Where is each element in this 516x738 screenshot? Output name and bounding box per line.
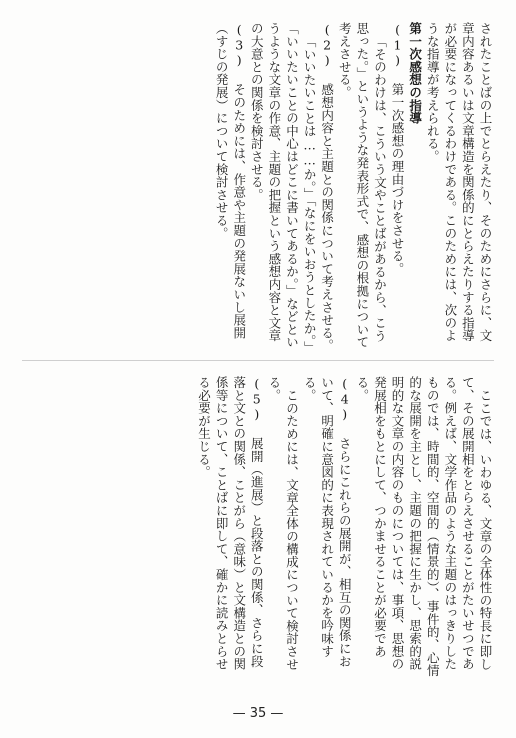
list-item: (5) 展開（進展）と段落との関係、さらに段落と文との関係、ことがら（意味）と文構造との関係等について、ことばに即して、確かに読みとらせる必要が生じる。	[196, 376, 265, 671]
upper-text-block	[24, 22, 494, 354]
paragraph: このためには、文章全体の構成について検討させる。	[266, 376, 300, 671]
column-divider	[22, 360, 494, 361]
list-item: (2) 感想内容と主題との関係について考えさせる。	[319, 22, 335, 352]
list-item: (1) 第一次感想の理由づけをさせる。	[390, 22, 406, 276]
list-item: (4) さらにこれらの展開が、相互の関係において、明確に意図的に表現されているかを吟味する。	[302, 376, 353, 668]
paragraph: ここでは、いわゆる、文章の全体性の特長に即して、その展開相をとらえさせることがたいせつである。例えば、文学作品のような主題のはっきりしたものでは、時間的、空間的（情景的）、事件的、心情的な展開を主とし、主題の把握に生かし、思索的説明的な文章の内容のものについては、事項、思想の発展相をもとにして、つかませることが必要である。	[354, 376, 493, 677]
paragraph: 「いいたいことは……か。」「なにをいおうとしたか。」「いいたいことの中心はどこに書いてあるか。」などというような文章の作意、主題の把握という感想内容と文章の大意との関係を検討させる。	[249, 22, 318, 354]
paragraph: されたことばの上でとらえたり、そのためにさらに、文章内容あるいは文章構造を関係的にとらえたりする指導が必要になってくるわけである。このためには、次のような指導が考えられる。	[425, 22, 493, 342]
page-number: — 35 —	[232, 706, 284, 721]
paragraph: 「そのわけは、こういう文やことばがあるから、こう思った。」というような発表形式で、感想の根拠について考えさせる。	[337, 22, 388, 349]
section-heading: 第一次感想の指導	[407, 22, 423, 125]
lower-text-block	[24, 376, 494, 680]
list-item: (3) そのためには、作意や主題の発展ないし展開（すじの発展）について検討させる。	[214, 22, 247, 340]
